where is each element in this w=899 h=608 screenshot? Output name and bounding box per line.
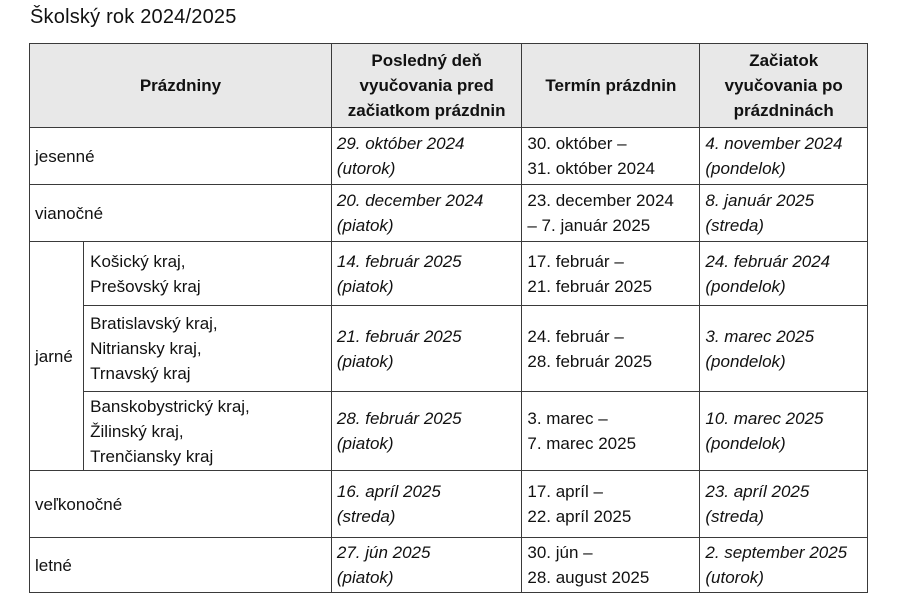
table-row: [30, 185, 868, 242]
last-day-cell: [331, 242, 522, 306]
weekday-text: (pondelok): [705, 159, 786, 178]
start-cell: [700, 392, 868, 471]
regions-cell: [84, 242, 332, 306]
header-row: [30, 44, 868, 128]
start-cell: [700, 306, 868, 392]
header-last-day: [331, 44, 522, 128]
date-text: 21. február 2025: [336, 326, 462, 346]
region-text: Trenčiansky kraj: [90, 446, 214, 466]
last-day-cell: [331, 471, 522, 538]
region-text: Trnavský kraj: [90, 364, 191, 383]
weekday-text: (pondelok): [705, 434, 786, 453]
date-text: 2. september 2025: [705, 543, 848, 562]
date-text: 20. december 2024: [336, 191, 484, 210]
last-day-cell: [331, 185, 522, 242]
date-text: 3. marec 2025: [705, 326, 815, 346]
header-term: Termín prázdnin: [522, 44, 700, 128]
table-row: [30, 242, 868, 306]
region-text: Žilinský kraj,: [90, 421, 184, 441]
header-line: Posledný deň: [371, 51, 482, 70]
date-text: 24. február 2024: [705, 251, 831, 271]
term-text: 3. marec –: [527, 409, 608, 428]
table-row: [30, 538, 868, 593]
holiday-name: jesenné: [30, 128, 332, 185]
weekday-text: (pondelok): [705, 351, 786, 371]
header-start: [700, 44, 868, 128]
weekday-text: (piatok): [336, 568, 394, 587]
weekday-text: (piatok): [336, 216, 394, 235]
header-line: Začiatok: [749, 51, 819, 70]
region-text: Bratislavský kraj,: [90, 314, 218, 333]
term-text: 31. október 2024: [527, 159, 655, 178]
term-cell: [522, 392, 700, 471]
start-cell: [700, 471, 868, 538]
region-text: Banskobystrický kraj,: [90, 396, 250, 416]
weekday-text: (piatok): [336, 276, 394, 296]
start-cell: [700, 538, 868, 593]
holiday-table: [29, 43, 868, 593]
page-title: Školský rok 2024/2025: [30, 6, 237, 28]
holiday-name: veľkonočné: [30, 471, 332, 538]
weekday-text: (streda): [336, 507, 396, 526]
term-text: 7. marec 2025: [527, 434, 637, 453]
start-cell: [700, 128, 868, 185]
weekday-text: (pondelok): [705, 276, 786, 296]
header-line: vyučovania pred: [359, 76, 494, 95]
term-cell: [522, 471, 700, 538]
term-text: 22. apríl 2025: [527, 507, 632, 526]
region-text: Prešovský kraj: [90, 276, 201, 296]
term-text: 17. február –: [527, 251, 624, 271]
term-text: 17. apríl –: [527, 482, 603, 501]
date-text: 10. marec 2025: [705, 409, 824, 428]
table-row: [30, 392, 868, 471]
weekday-text: (utorok): [705, 568, 764, 587]
weekday-text: (piatok): [336, 434, 394, 453]
term-cell: [522, 538, 700, 593]
term-text: 23. december 2024: [527, 191, 674, 210]
term-cell: [522, 185, 700, 242]
date-text: 14. február 2025: [336, 251, 462, 271]
date-text: 4. november 2024: [705, 134, 843, 153]
holiday-name: jarné: [30, 242, 84, 471]
term-cell: [522, 242, 700, 306]
date-text: 16. apríl 2025: [336, 482, 441, 501]
term-text: 21. február 2025: [527, 276, 653, 296]
date-text: 28. február 2025: [336, 409, 462, 428]
regions-cell: [84, 306, 332, 392]
header-line: prázdninách: [733, 101, 834, 120]
start-cell: [700, 185, 868, 242]
last-day-cell: [331, 306, 522, 392]
date-text: 29. október 2024: [336, 134, 465, 153]
term-cell: [522, 128, 700, 185]
header-line: vyučovania po: [724, 76, 843, 95]
last-day-cell: [331, 538, 522, 593]
term-text: 28. august 2025: [527, 568, 650, 587]
weekday-text: (utorok): [336, 159, 396, 178]
table-row: [30, 471, 868, 538]
term-text: – 7. január 2025: [527, 216, 651, 235]
table-row: [30, 128, 868, 185]
holiday-name: letné: [30, 538, 332, 593]
region-text: Nitriansky kraj,: [90, 339, 202, 358]
weekday-text: (streda): [705, 216, 764, 235]
last-day-cell: [331, 392, 522, 471]
date-text: 27. jún 2025: [336, 543, 431, 562]
term-text: 24. február –: [527, 326, 624, 346]
table-row: [30, 306, 868, 392]
term-cell: [522, 306, 700, 392]
date-text: 8. január 2025: [705, 191, 815, 210]
term-text: 30. jún –: [527, 543, 593, 562]
last-day-cell: [331, 128, 522, 185]
weekday-text: (piatok): [336, 351, 394, 371]
term-text: 30. október –: [527, 134, 627, 153]
date-text: 23. apríl 2025: [705, 482, 810, 501]
header-holidays: Prázdniny: [30, 44, 332, 128]
region-text: Košický kraj,: [90, 251, 186, 271]
term-text: 28. február 2025: [527, 351, 653, 371]
weekday-text: (streda): [705, 507, 764, 526]
regions-cell: [84, 392, 332, 471]
start-cell: [700, 242, 868, 306]
header-line: začiatkom prázdnin: [347, 101, 506, 120]
holiday-name: vianočné: [30, 185, 332, 242]
